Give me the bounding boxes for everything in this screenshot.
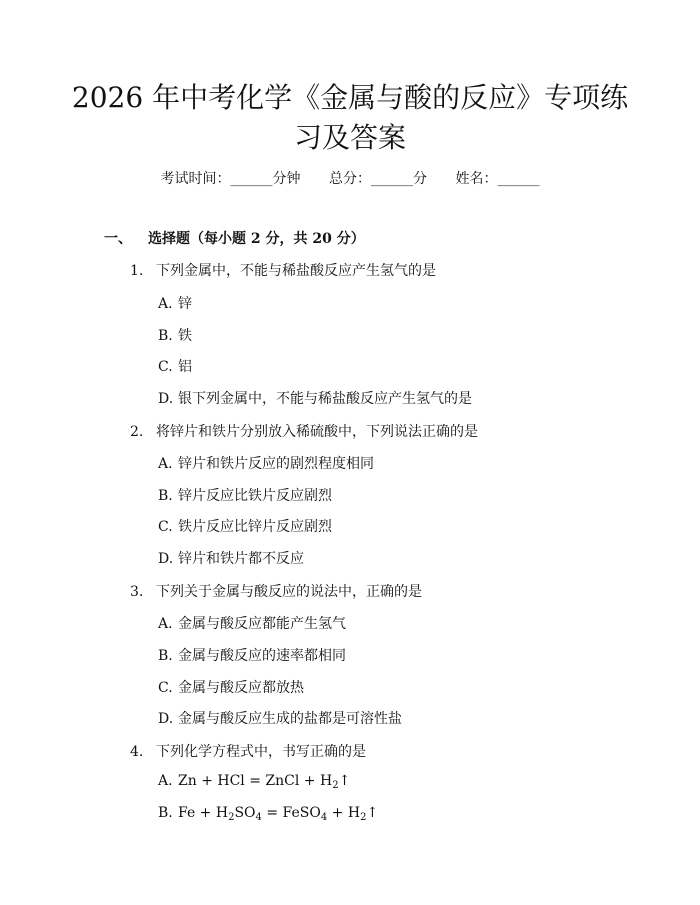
question-text: 将锌片和铁片分别放入稀硫酸中，下列说法正确的是	[156, 424, 478, 440]
option-letter: D.	[158, 551, 174, 567]
option-letter: C.	[158, 359, 173, 375]
equation-text	[178, 773, 350, 789]
equation-part: ↑	[366, 805, 379, 821]
equation-text	[178, 805, 378, 821]
equation-part: + H	[327, 805, 361, 821]
equation-part: Zn + HCl = ZnCl + H	[178, 773, 333, 789]
option-text: 金属与酸反应都放热	[178, 680, 304, 696]
option-letter: B.	[158, 648, 173, 664]
equation-subscript: 2	[332, 780, 339, 791]
title-line-2: 习及答案	[293, 121, 406, 154]
option	[158, 388, 472, 408]
option-letter: A.	[158, 456, 173, 472]
option	[158, 516, 332, 536]
question-number: 3.	[130, 584, 144, 600]
equation-subscript: 4	[255, 812, 262, 823]
question-text: 下列关于金属与酸反应的说法中，正确的是	[156, 584, 422, 600]
equation-subscript: 2	[360, 812, 367, 823]
option-text: 锌片反应比铁片反应剧烈	[178, 488, 332, 504]
option-text: 金属与酸反应生成的盐都是可溶性盐	[178, 711, 402, 727]
option-letter: D.	[158, 391, 174, 407]
option	[158, 548, 304, 568]
equation-subscript: 4	[320, 812, 328, 823]
student-name: 姓名：______	[455, 171, 540, 187]
option	[158, 708, 402, 728]
question	[130, 741, 366, 761]
option	[158, 325, 192, 345]
equation-subscript: 2	[228, 812, 235, 823]
option	[158, 485, 332, 505]
option	[158, 453, 374, 473]
question-text: 下列金属中，不能与稀盐酸反应产生氢气的是	[156, 263, 436, 279]
title-line-1: 2026 年中考化学《金属与酸的反应》专项练	[71, 81, 629, 114]
exam-time: 考试时间：______分钟	[160, 171, 301, 187]
option-text: 银下列金属中，不能与稀盐酸反应产生氢气的是	[178, 391, 472, 407]
option	[158, 645, 346, 665]
question-number: 2.	[130, 424, 144, 440]
option	[158, 356, 192, 376]
question	[130, 260, 436, 280]
question-number: 1.	[130, 263, 144, 279]
option-text: 金属与酸反应都能产生氢气	[178, 616, 346, 632]
option-letter: A.	[158, 616, 173, 632]
option	[158, 677, 304, 697]
question	[130, 581, 422, 601]
option-letter: D.	[158, 711, 174, 727]
option-text: 锌	[178, 296, 192, 312]
option-text: 锌片和铁片反应的剧烈程度相同	[178, 456, 374, 472]
equation-part: SO	[234, 805, 256, 821]
option-text: 金属与酸反应的速率都相同	[178, 648, 346, 664]
section-number: 一、	[104, 231, 132, 247]
exam-info	[0, 168, 700, 188]
equation-part: = FeSO	[261, 805, 321, 821]
option	[158, 293, 192, 313]
option-letter: C.	[158, 680, 173, 696]
total-score: 总分：______分	[329, 171, 427, 187]
equation-part: ↑	[338, 773, 351, 789]
option-text: 锌片和铁片都不反应	[178, 551, 304, 567]
option-text: 铁片反应比锌片反应剧烈	[178, 519, 332, 535]
option-letter: B.	[158, 488, 173, 504]
section-heading	[104, 228, 365, 248]
option-text: 铁	[178, 328, 192, 344]
page-title	[60, 78, 640, 158]
option-letter: A.	[158, 773, 173, 789]
option-text: 铝	[178, 359, 192, 375]
equation-part: Fe + H	[178, 805, 229, 821]
option-letter: A.	[158, 296, 173, 312]
option	[158, 773, 350, 791]
section-label: 选择题（每小题 2 分，共 20 分）	[148, 231, 365, 247]
option-letter: B.	[158, 805, 173, 821]
option	[158, 613, 346, 633]
question	[130, 421, 478, 441]
option-letter: C.	[158, 519, 173, 535]
question-text: 下列化学方程式中，书写正确的是	[156, 744, 366, 760]
option	[158, 805, 378, 823]
option-letter: B.	[158, 328, 173, 344]
question-number: 4.	[130, 744, 144, 760]
